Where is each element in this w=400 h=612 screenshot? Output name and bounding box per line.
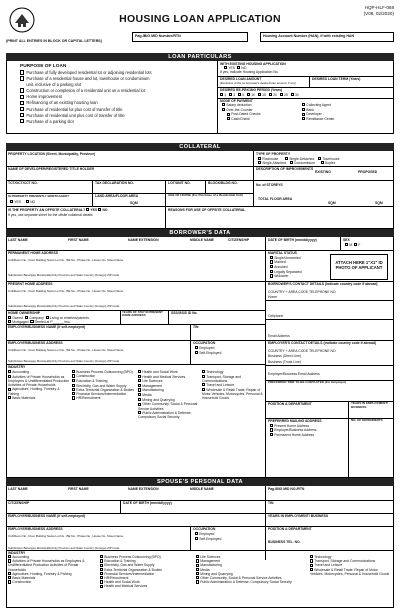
- spouse-tin-label: TIN: [268, 501, 274, 505]
- desired-amount-hint: (Exclusive of the co-borrower's desired loan amount, if any): [220, 81, 296, 85]
- block-label: BLOCK/BLDG NO.: [208, 181, 238, 185]
- spouse-industry-col2: [100, 555, 190, 589]
- payment-option[interactable]: Over-the-Counter: [222, 108, 261, 113]
- payment-mode-label: MODE OF PAYMENT: [220, 99, 253, 103]
- offsite-reasons-label: REASONS FOR USE OF OFFSITE COLLATERAL: [168, 208, 246, 212]
- marital-option[interactable]: Married: [270, 260, 302, 265]
- repricing-options[interactable]: 1 3 5 10 15 20 25 30: [220, 93, 299, 97]
- spouse-position-label: POSITION & DEPARTMENT: [268, 527, 312, 531]
- industry-label: INDUSTRY: [8, 365, 26, 369]
- industry-option[interactable]: Other Community, Social & Personal Service Activities: [138, 402, 198, 411]
- spouse-employer-label: EMPLOYER/BUSINESS NAME (If self-employed): [8, 514, 86, 518]
- purpose-option[interactable]: Purchase of residential lot plus cost of transfer of title: [20, 107, 152, 113]
- industry-option[interactable]: Electricity, Gas and Water Supply: [100, 563, 190, 567]
- home-phone-label: COUNTRY + AREA CODE TELEPHONE NO.: [268, 290, 337, 294]
- industry-option[interactable]: Business Process Outsourcing (BPO): [72, 370, 136, 374]
- present-address-line2: Subdivision Barangay Municipality/City Province and State Country (Foreign) ZIP Code: [8, 304, 120, 308]
- borrower-name-ext-label: NAME EXTENSION: [128, 238, 159, 242]
- industry-col4: [202, 370, 263, 400]
- mailing-option[interactable]: Present Home Address: [270, 424, 317, 429]
- borrower-years-employment-label: YEARS IN EMPLOYMENT/ BUSINESS: [351, 401, 389, 409]
- purpose-list: [20, 70, 152, 125]
- cellphone-label: Cellphone: [268, 314, 284, 318]
- industry-option[interactable]: Activities of Private Households as Employers & Undifferentiated Production Activities of Private Households: [8, 559, 85, 572]
- payment-option[interactable]: Remittance Center: [302, 117, 335, 122]
- spouse-industry-col1: [8, 555, 94, 584]
- employer-email-label: Employer/Business Email Address: [268, 372, 320, 376]
- payment-option[interactable]: Developer: [302, 112, 335, 117]
- payment-option[interactable]: Bank: [302, 108, 335, 113]
- email-label: Email Address: [268, 334, 290, 338]
- borrower-header: BORROWER'S DATA: [6, 229, 394, 237]
- purpose-option-continuation: unit, inclusive of a parking slot: [26, 82, 82, 88]
- industry-option[interactable]: Extra-Territorial Organization & Bodies: [100, 568, 190, 572]
- marital-status-list: [270, 256, 302, 279]
- description-label: DESCRIPTION OF IMPROVEMENTS: [256, 167, 314, 171]
- industry-option[interactable]: Health and Social Work: [100, 580, 190, 584]
- offsite-hint: If yes, use separate sheet for the offsite collateral details: [8, 212, 93, 217]
- payment-option[interactable]: Post-Dated Checks: [222, 112, 261, 117]
- purpose-option[interactable]: Purchase of residential unit plus cost of transfer of title: [20, 113, 152, 119]
- repricing-label: DESIRED RE-PRICING PERIOD (Years): [220, 88, 283, 92]
- employer-phone-label: COUNTRY + AREA CODE TELEPHONE NO.: [268, 349, 337, 353]
- industry-option[interactable]: Life Sciences: [138, 379, 200, 384]
- form-code: HQP-HLF-068 (V08, 02/2020): [363, 5, 394, 16]
- mailing-option[interactable]: Employer/Business Address: [270, 428, 317, 433]
- desired-amount-label: DESIRED LOAN AMOUNT: [220, 77, 262, 81]
- industry-option[interactable]: Travel and Leisure: [310, 563, 392, 567]
- industry-option[interactable]: Wholesale & Retail Trade; Repair of Motor Vehicles, Motorcycles, Personal & Household Goods: [310, 567, 390, 576]
- tct-label: TCT/OCT/CCT NO.: [8, 181, 38, 185]
- industry-option[interactable]: Basic Materials: [8, 396, 70, 401]
- spouse-self-employed-option[interactable]: Self-Employed: [195, 537, 221, 541]
- industry-option[interactable]: Financial Services/Intermediation: [72, 392, 136, 396]
- industry-option[interactable]: Manufacturing: [196, 563, 306, 567]
- industry-option[interactable]: Agriculture, Hunting, Forestry & Fishing: [8, 572, 94, 576]
- spouse-mid-label: Pag-IBIG MID NO./RTN: [268, 487, 305, 491]
- existing-app-hint: If yes, indicate Housing Application No.: [220, 70, 279, 74]
- industry-option[interactable]: Health and Social Work: [138, 370, 200, 375]
- industry-option[interactable]: Agriculture, Hunting, Forestry & Fishing: [8, 387, 60, 396]
- industry-col1: [8, 370, 70, 400]
- spouse-name-ext-label: NAME EXTENSION: [128, 487, 159, 491]
- sss-label: SSS/GSIS ID No.: [171, 311, 198, 315]
- developer-label: NAME OF DEVELOPER/REGISTERED TITLE HOLDER: [8, 167, 95, 171]
- payment-option[interactable]: Cash/Check: [222, 117, 261, 122]
- business-trunk-label: Business (Trunk Line): [268, 360, 301, 364]
- spouse-dob-label: DATE OF BIRTH (mm/dd/yyyy): [123, 501, 172, 505]
- existing-app-label: WITH EXISTING HOUSING APPLICATION: [220, 62, 286, 66]
- ownership-row1[interactable]: Owned Company Living w/ relatives/parents: [8, 316, 89, 320]
- spouse-years-employment-label: YEARS IN EMPLOYMENT/ BUSINESS: [268, 514, 329, 518]
- permanent-address-label: PERMANENT HOME ADDRESS: [8, 251, 58, 255]
- industry-option[interactable]: Construction: [8, 580, 94, 584]
- housing-account-field[interactable]: Housing Account Number (HAN), if with existing HAN: [260, 32, 394, 42]
- borrower-position-label: POSITION & DEPARTMENT: [268, 402, 312, 406]
- spouse-business-tel-label: BUSINESS TEL. NO.: [268, 540, 301, 544]
- industry-option[interactable]: Public Administration & Defense; Compulsory Social Security: [138, 410, 192, 419]
- industry-option[interactable]: Media: [138, 393, 200, 398]
- marital-option[interactable]: Legally Separated: [270, 270, 302, 275]
- occupation-label: OCCUPATION: [193, 341, 216, 345]
- ownership-row2[interactable]: Mortgaged Rented at P______/mo.: [8, 320, 71, 324]
- tax-dec-label: TAX DECLARATION NO.: [95, 181, 134, 185]
- mailing-option[interactable]: Permanent Home Address: [270, 433, 317, 438]
- industry-option[interactable]: Life Sciences: [196, 555, 306, 559]
- print-instruction: (PRINT ALL ENTRIES IN BLOCK OR CAPITAL LETTERS): [6, 39, 102, 43]
- industry-option[interactable]: Accounting: [8, 370, 70, 375]
- industry-option[interactable]: Activities of Private Households as Employers & Undifferentiated Production Activities of Private Households: [8, 374, 70, 388]
- property-type-row2[interactable]: Single Attached Condominium Duplex: [258, 161, 335, 165]
- storeys-label: No. of STOREYS: [256, 183, 283, 187]
- payment-mode-list-a: [222, 103, 261, 122]
- spouse-address-line2: Subdivision Barangay Municipality/City Province and State Country (Foreign) ZIP Code: [8, 546, 120, 550]
- floor-area-unit-proposed: SQM: [375, 201, 383, 205]
- preferred-time-label: PREFERRED TIME TO BE CONTACTED (For Employer): [268, 380, 347, 384]
- industry-option[interactable]: Mining and Quarrying: [196, 572, 306, 576]
- collateral-section: [6, 151, 394, 229]
- industry-option[interactable]: Construction: [72, 374, 136, 379]
- borrower-last-name-label: LAST NAME: [8, 238, 28, 242]
- land-area-unit: SQM: [130, 201, 138, 205]
- payment-option[interactable]: Salary deduction: [222, 103, 261, 108]
- permanent-address-line2: Subdivision Barangay Municipality/City Province and State Country (Foreign) ZIP Code: [8, 273, 120, 277]
- borrower-citizenship-label: CITIZENSHIP: [228, 238, 250, 242]
- borrower-dob-label: DATE OF BIRTH (mm/dd/yyyy): [268, 238, 317, 242]
- dependents-label: NO. OF DEPENDENTS: [351, 418, 383, 422]
- industry-option[interactable]: Health and Medical Services: [138, 375, 200, 379]
- mortgaged-label: IS PROPERTY PRESENTLY MORTGAGED?: [8, 194, 70, 198]
- employer-address-line1: Unit/Room No., Floor Building Name Lot No., Blk No., Phase No., House No. Street Name: [8, 348, 124, 352]
- employer-address-line2: Subdivision Barangay Municipality/City Province and State Country (Foreign) ZIP Code: [8, 359, 120, 363]
- purpose-option[interactable]: Home improvement: [20, 94, 152, 100]
- industry-option[interactable]: Technology: [310, 555, 392, 559]
- industry-option[interactable]: Transport, Storage and Communications: [310, 559, 392, 563]
- mailing-address-label: PREFERRED MAILING ADDRESS: [268, 419, 322, 423]
- existing-app-yes-no[interactable]: YES NO: [224, 66, 246, 70]
- industry-option[interactable]: Media: [196, 568, 306, 572]
- industry-option[interactable]: Education & Training: [72, 379, 136, 384]
- lot-unit-label: LOT/UNIT NO.: [168, 181, 191, 185]
- spouse-occupation-label: OCCUPATION: [193, 527, 216, 531]
- spouse-industry-col3: [196, 555, 306, 584]
- existing-label: EXISTING: [315, 170, 331, 174]
- industry-option[interactable]: Extra-Territorial Organization & Bodies: [72, 388, 136, 392]
- home-label: Home: [268, 294, 278, 299]
- borrower-contact-label: BORROWER'S CONTACT DETAILS (Indicate country code if abroad): [268, 282, 378, 286]
- spouse-employer-address-label: EMPLOYER/BUSINESS ADDRESS: [8, 527, 63, 531]
- spouse-citizenship-label: CITIZENSHIP: [8, 501, 30, 505]
- industry-option[interactable]: Accounting: [8, 555, 94, 559]
- industry-option[interactable]: Electricity, Gas and Water Supply: [72, 384, 136, 388]
- purpose-title: PURPOSE OF LOAN: [20, 64, 67, 69]
- borrower-sex-label: SEX: [343, 238, 350, 242]
- industry-col2: [72, 370, 136, 401]
- ownership-label: HOME OWNERSHIP: [8, 311, 41, 315]
- industry-option[interactable]: Technology: [202, 370, 263, 375]
- industry-option[interactable]: HR/Recruitment: [72, 396, 136, 401]
- industry-option[interactable]: Public Administration & Defense; Compulsory Social Security: [196, 580, 306, 584]
- industry-col3: [138, 370, 200, 419]
- offsite-question[interactable]: IS THE PROPERTY AN OFFSITE COLLATERAL? YES NO: [8, 208, 108, 212]
- pagibig-mid-field[interactable]: Pag-IBIG MID Number/RTN: [132, 32, 248, 42]
- purpose-option[interactable]: Construction or completion of a residential unit on a residential lot: [20, 88, 152, 94]
- age-of-house-label: AGE OF HOUSE (For Purchase of a Residential Unit): [168, 193, 243, 197]
- desired-term-label: DESIRED LOAN TERM (Years): [312, 77, 361, 81]
- floor-area-unit-existing: SQM: [328, 201, 336, 205]
- borrower-middle-name-label: MIDDLE NAME: [190, 238, 214, 242]
- industry-option[interactable]: Manufacturing: [138, 388, 200, 393]
- total-floor-area-label: TOTAL FLOOR AREA: [258, 197, 293, 201]
- present-address-label: PRESENT HOME ADDRESS: [8, 282, 53, 286]
- purpose-option[interactable]: Refinancing of an existing housing loan: [20, 100, 152, 106]
- spouse-middle-name-label: MIDDLE NAME: [190, 487, 214, 491]
- present-address-line1: Unit/Room No., Floor Building Name Lot No., Blk No., Phase No., House No. Street Name: [8, 289, 124, 293]
- marital-option[interactable]: Widow/er: [270, 274, 302, 279]
- collateral-header: COLLATERAL: [6, 143, 394, 151]
- marital-status-label: MARITAL STATUS: [268, 251, 297, 255]
- industry-option[interactable]: Education & Training: [100, 559, 190, 563]
- purpose-option[interactable]: Purchase of fully developed residential lot or adjoining residential lots: [20, 70, 152, 76]
- self-employed-option[interactable]: Self-Employed: [195, 351, 221, 355]
- employed-option[interactable]: Employed: [195, 346, 214, 350]
- industry-option[interactable]: Mining and Quarrying: [138, 398, 200, 403]
- loan-particulars-header: LOAN PARTICULARS: [6, 53, 394, 61]
- spouse-industry-col4: [310, 555, 392, 576]
- form-title: HOUSING LOAN APPLICATION: [119, 13, 281, 25]
- spouse-industry-label: INDUSTRY: [8, 551, 26, 555]
- employer-contact-label: EMPLOYER'S CONTACT DETAILS (Indicate country code if abroad): [268, 341, 377, 345]
- id-photo-box[interactable]: ATTACH HERE 1"X1" ID PHOTO OF APPLICANT: [330, 254, 388, 280]
- employer-label: EMPLOYER/BUSINESS NAME (If self-employed): [8, 325, 86, 329]
- sex-options[interactable]: M F: [345, 243, 360, 247]
- spouse-first-name-label: FIRST NAME: [68, 487, 89, 491]
- spouse-last-name-label: LAST NAME: [8, 487, 28, 491]
- mailing-options: [270, 424, 317, 438]
- industry-option[interactable]: Business Process Outsourcing (BPO): [100, 555, 190, 559]
- employer-address-label: EMPLOYER/BUSINESS ADDRESS: [8, 341, 63, 345]
- land-area-label: LAND AREA/FLOOR AREA: [95, 194, 139, 198]
- spouse-employed-option[interactable]: Employed: [195, 532, 214, 536]
- industry-option[interactable]: Travel and Leisure: [202, 383, 263, 388]
- permanent-address-line1: Unit/Room No., Floor Building Name Lot No., Blk No., Phase No., House No. Street Name: [8, 258, 124, 262]
- spouse-header: SPOUSE'S PERSONAL DATA: [6, 478, 394, 486]
- payment-mode-list-b: [302, 103, 335, 122]
- property-type-row1[interactable]: Rowhouse Single-Detached Townhouse: [258, 157, 340, 161]
- purpose-option[interactable]: Purchase of a parking slot: [20, 119, 152, 125]
- tin-label: TIN: [193, 325, 199, 329]
- marital-option[interactable]: Annulled: [270, 265, 302, 270]
- industry-option[interactable]: Other Community, Social & Personal Service Activities: [196, 576, 306, 580]
- industry-option[interactable]: Wholesale & Retail Trade; Repair of Motor Vehicles, Motorcycles, Personal & Household Goods: [202, 387, 263, 401]
- property-location-label: PROPERTY LOCATION (Street, Municipality, Province): [8, 152, 96, 156]
- industry-option[interactable]: Financial Services/Intermediation: [100, 572, 190, 576]
- industry-option[interactable]: Basic Materials: [8, 576, 94, 580]
- years-stay-label: YEARS OF STAY IN PRESENT HOME ADDRESS: [122, 310, 163, 318]
- purpose-option[interactable]: Purchase of a residential house and lot, townhouse or condominium: [20, 76, 152, 82]
- payment-option[interactable]: Collecting Agent: [302, 103, 335, 108]
- mortgaged-yes-no[interactable]: YES NO: [10, 200, 35, 204]
- spouse-address-line1: Unit/Room No., Floor Building Name Lot No., Blk No., Phase No., House No. Street Name: [8, 534, 124, 538]
- industry-option[interactable]: Management: [196, 559, 306, 563]
- industry-option[interactable]: Transport, Storage and Communications: [202, 374, 242, 383]
- industry-option[interactable]: HR/Recruitment: [100, 576, 190, 580]
- marital-option[interactable]: Single/Unmarried: [270, 256, 302, 261]
- borrower-first-name-label: FIRST NAME: [68, 238, 89, 242]
- property-type-label: TYPE OF PROPERTY: [256, 152, 291, 156]
- industry-option[interactable]: Health and Medical Services: [100, 584, 190, 588]
- proposed-label: PROPOSED: [358, 170, 378, 174]
- industry-option[interactable]: Management: [138, 384, 200, 389]
- business-direct-label: Business (Direct Line): [268, 353, 302, 358]
